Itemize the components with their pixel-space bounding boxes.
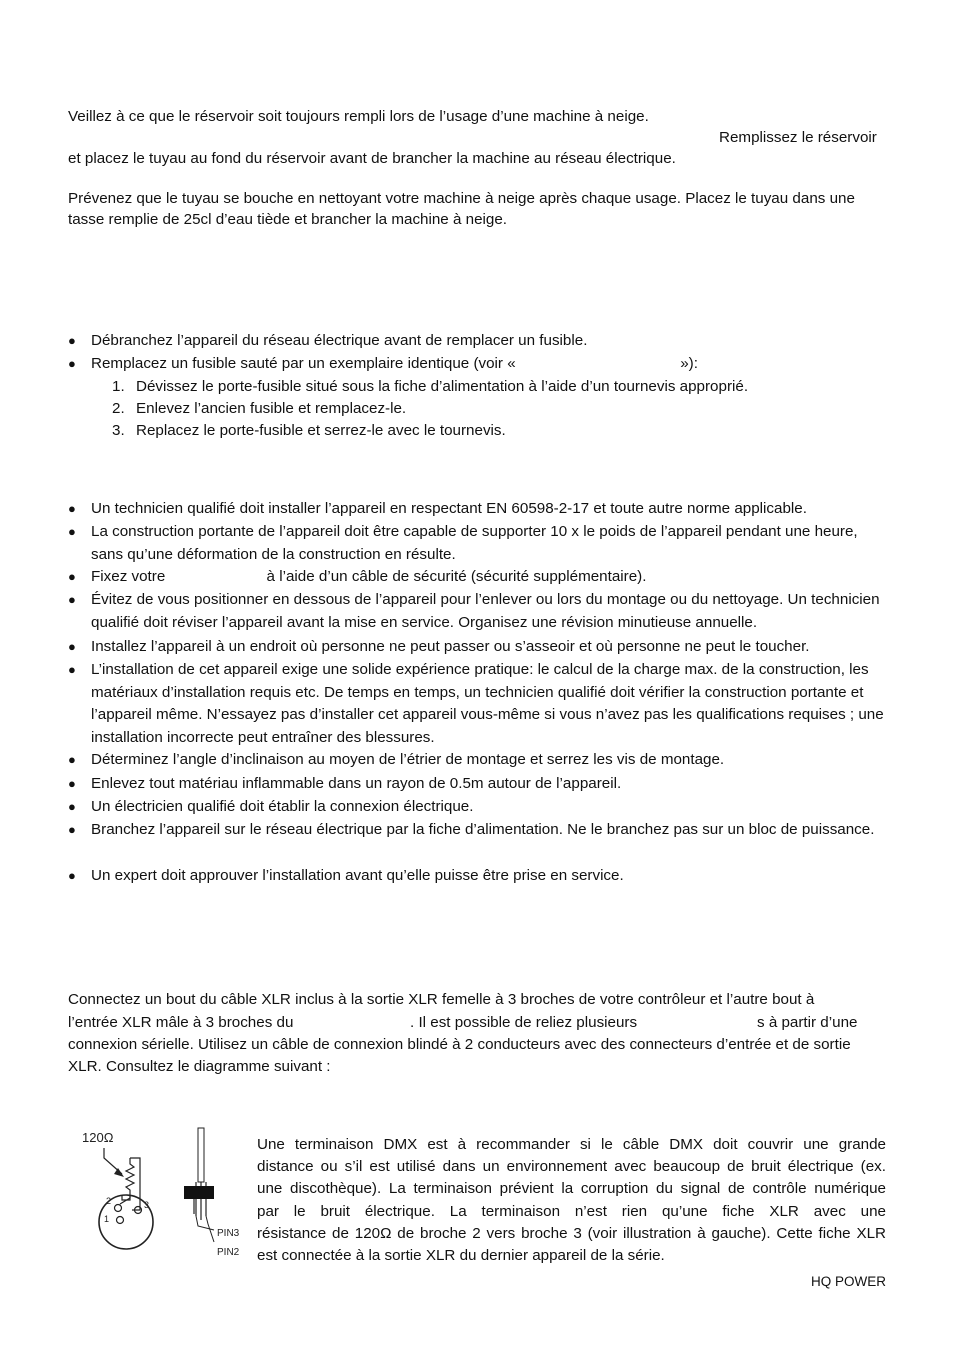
termination-line: résistance de 120Ω de broche 2 vers broche 3 (voir illustration à gauche). Cette fiche XLR: [257, 1225, 886, 1242]
bullet-icon: ●: [68, 752, 76, 767]
termination-line: une discothèque). La terminaison prévient la corruption du signal de contrôle numérique: [257, 1180, 886, 1197]
pin-label: 3: [144, 1200, 150, 1210]
install-bullet-text: Branchez l’appareil sur le réseau électrique par la fiche d’alimentation. Ne le branchez pas sur un bloc de puissance.: [91, 821, 875, 838]
step-number: 1.: [112, 378, 125, 395]
fuse-step: [112, 398, 406, 421]
install-bullet-text: La construction portante de l’appareil doit être capable de supporter 10 x le poids de l’appareil pendant une heure, sans qu’une déformation de la construction en résulte.: [91, 523, 858, 563]
bullet-icon: ●: [68, 822, 76, 837]
termination-line: est connectée à la sortie XLR du dernier appareil de la série.: [257, 1247, 665, 1264]
step-text: Dévissez le porte-fusible situé sous la fiche d’alimentation à l’aide d’un tournevis approprié.: [136, 378, 749, 395]
bullet-icon: ●: [68, 662, 76, 677]
step-text: Enlevez l’ancien fusible et remplacez-le.: [136, 400, 407, 417]
step-text: Replacez le porte-fusible et serrez-le avec le tournevis.: [136, 422, 506, 439]
install-bullet-text: Un expert doit approuver l’installation avant qu’elle puisse être prise en service.: [91, 867, 624, 884]
fuse-bullet-text: Remplacez un fusible sauté par un exemplaire identique (voir « »):: [91, 355, 698, 372]
step-number: 2.: [112, 400, 125, 417]
resistor-label: 120Ω: [82, 1130, 114, 1145]
xlr-pin-1-icon: [117, 1217, 124, 1224]
snow-cleaning-paragraph: Prévenez que le tuyau se bouche en nettoyant votre machine à neige après chaque usage. Placez le tuyau dans une tasse remplie de 25cl d’eau tiède et brancher la machine à neige.: [68, 190, 855, 228]
install-bullet-text: Enlevez tout matériau inflammable dans un rayon de 0.5m autour de l’appareil.: [91, 775, 622, 792]
termination-line: Une terminaison DMX est à recommander si le câble DMX doit couvrir une grande: [257, 1136, 886, 1153]
bullet-icon: ●: [68, 776, 76, 791]
termination-line: distance ou s’il est utilisé dans un environnement avec beaucoup de bruit électrique (ex.: [257, 1158, 886, 1175]
dmx-text-line-2b: . Il est possible de reliez plusieurs: [410, 1014, 638, 1031]
footer-brand: HQ POWER: [810, 1274, 886, 1289]
plug-leads: [196, 1216, 214, 1242]
bullet-icon: ●: [68, 868, 76, 883]
bullet-icon: ●: [68, 799, 76, 814]
bullet-icon: ●: [68, 501, 76, 516]
pin-label: 2: [106, 1196, 112, 1206]
install-bullet-text: Un technicien qualifié doit installer l’appareil en respectant EN 60598-2-17 et toute autre norme applicable.: [91, 500, 807, 517]
install-bullet-text: Fixez votre à l’aide d’un câble de sécurité (sécurité supplémentaire).: [91, 568, 647, 585]
step-number: 3.: [112, 422, 125, 439]
pin3-label: PIN3: [217, 1228, 240, 1239]
fuse-bullet-text: Débranchez l’appareil du réseau électrique avant de remplacer un fusible.: [91, 332, 588, 349]
plug-sleeve-icon: [184, 1186, 214, 1199]
xlr-termination-diagram: [78, 1124, 248, 1264]
pin-label: 1: [104, 1214, 110, 1224]
plug-side-view-icon: [198, 1128, 204, 1182]
bullet-icon: ●: [68, 592, 76, 607]
resistor-icon: [126, 1158, 134, 1198]
dmx-text-line-2c: s à partir d’une: [757, 1014, 858, 1031]
xlr-pin-2-icon: [115, 1205, 122, 1212]
install-bullet-text: Évitez de vous positionner en dessous de l’appareil pour l’enlever ou lors du montage ou du nettoyage. Un technicien qualifié doit réviser l’appareil avant la mise en service. Organisez une révision minutieuse annuelle.: [91, 591, 880, 631]
install-bullet-text: Un électricien qualifié doit établir la connexion électrique.: [91, 798, 474, 815]
dmx-text-line-3: connexion sérielle. Utilisez un câble de connexion blindé à 2 conducteurs avec des connecteurs d’entrée et de sortie: [68, 1036, 851, 1053]
termination-line: par le bruit électrique. La terminaison n’est rien qu’une fiche XLR avec une: [257, 1203, 886, 1220]
bullet-icon: ●: [68, 333, 76, 348]
bullet-icon: ●: [68, 639, 76, 654]
bullet-icon: ●: [68, 569, 76, 584]
snow-text-line-2: Remplissez le réservoir: [719, 129, 877, 146]
snow-text-line-3: et placez le tuyau au fond du réservoir avant de brancher la machine au réseau électrique.: [68, 150, 676, 167]
install-bullet-text: Déterminez l’angle d’inclinaison au moyen de l’étrier de montage et serrez les vis de montage.: [91, 751, 725, 768]
install-bullet-text: L’installation de cet appareil exige une solide expérience pratique: le calcul de la charge max. de la construction, les matériaux d’installation requis etc. De temps en temps, un technicien qualifié doit vérifier la construction portante et l’appareil même. N’essayez pas d’installer cet appareil vous-même si vous n’avez pas les qualifications requises ; une installation incorrecte peut entraîner des blessures.: [91, 661, 884, 746]
dmx-text-line-1: Connectez un bout du câble XLR inclus à la sortie XLR femelle à 3 broches de votre contrôleur et l’autre bout à: [68, 991, 815, 1008]
fuse-step: [112, 376, 748, 399]
resistor-arrow: [114, 1168, 124, 1177]
snow-text-line-1: Veillez à ce que le réservoir soit toujours rempli lors de l’usage d’une machine à neige.: [68, 108, 649, 125]
dmx-text-line-4: XLR. Consultez le diagramme suivant :: [68, 1058, 331, 1075]
pin2-label: PIN2: [217, 1247, 240, 1258]
bullet-icon: ●: [68, 356, 76, 371]
bullet-icon: ●: [68, 524, 76, 539]
install-bullet-text: Installez l’appareil à un endroit où personne ne peut passer ou s’asseoir et où personne ne peut le toucher.: [91, 638, 810, 655]
dmx-text-line-2a: l’entrée XLR mâle à 3 broches du: [68, 1014, 294, 1031]
fuse-step: [112, 420, 506, 443]
